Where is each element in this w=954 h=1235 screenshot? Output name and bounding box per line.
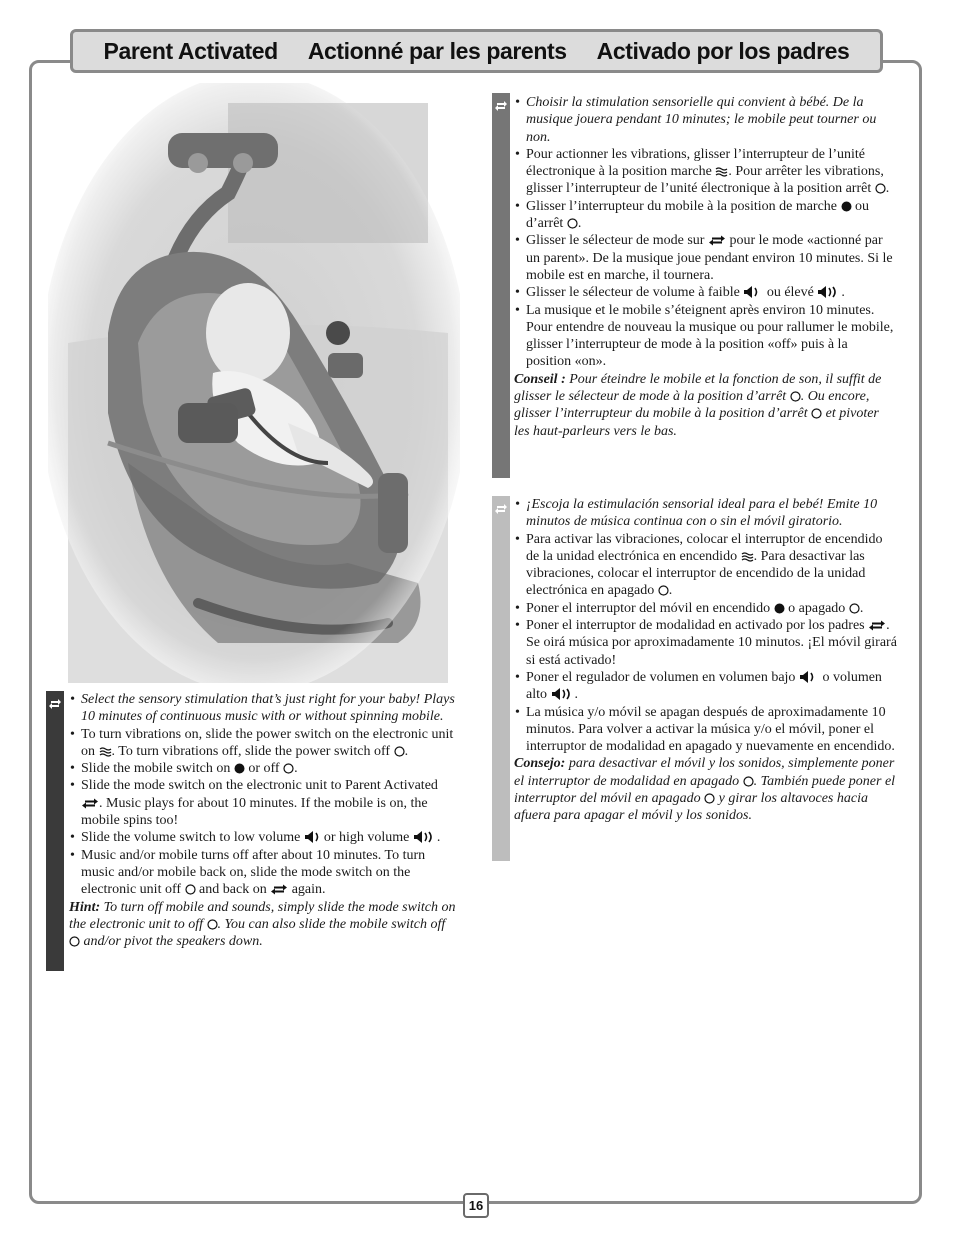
parent-activated-loop-icon bbox=[48, 699, 62, 709]
hint-text-b: . You can also slide the mobile switch off bbox=[217, 916, 446, 932]
hint-text-a: para desactivar el móvil y los sonidos, simplemente poner el interruptor de modalidad en apagado bbox=[514, 756, 895, 789]
open-circle-off-icon bbox=[849, 603, 860, 614]
french-bullet-1: Choisir la stimulation sensorielle qui convient à bébé. De la musique jouera pendant 10 minutes; le mobile peut tourner ou non. bbox=[526, 95, 877, 145]
high-volume-icon bbox=[413, 831, 437, 843]
list-item bbox=[69, 829, 457, 846]
open-circle-off-icon bbox=[394, 746, 405, 757]
spanish-sidebar bbox=[492, 496, 510, 861]
english-bullet-6a: Music and/or mobile turns off after about 10 minutes. To turn music and/or mobile back on, slide the mode switch on the electronic unit off bbox=[81, 847, 426, 898]
english-bullet-5b: or high volume bbox=[323, 830, 410, 846]
filled-circle-on-icon bbox=[774, 603, 785, 614]
filled-circle-on-icon bbox=[234, 763, 245, 774]
french-text bbox=[514, 94, 896, 440]
english-sidebar bbox=[46, 691, 64, 971]
spanish-bullet-2c: . bbox=[668, 583, 673, 599]
spanish-text bbox=[514, 496, 898, 825]
low-volume-icon bbox=[304, 831, 324, 843]
spanish-bullet-3a: Poner el interruptor del móvil en encendido bbox=[526, 600, 771, 616]
list-item bbox=[514, 600, 898, 617]
parent-activated-loop-icon bbox=[868, 620, 886, 631]
list-item bbox=[514, 284, 896, 301]
parent-activated-loop-icon bbox=[494, 504, 508, 514]
vibration-wave-icon bbox=[99, 747, 112, 757]
list-item bbox=[69, 847, 457, 899]
english-text bbox=[69, 691, 457, 950]
page-number: 16 bbox=[463, 1193, 489, 1218]
list-item bbox=[514, 198, 896, 233]
open-circle-off-icon bbox=[811, 408, 822, 419]
title-bar bbox=[70, 29, 883, 73]
low-volume-icon bbox=[743, 286, 763, 298]
english-bullet-6c: again. bbox=[291, 882, 326, 898]
list-item bbox=[514, 617, 898, 669]
list-item bbox=[514, 704, 898, 756]
title-english: Parent Activated bbox=[103, 37, 278, 64]
french-sidebar bbox=[492, 93, 510, 478]
open-circle-off-icon bbox=[185, 884, 196, 895]
spanish-bullet-5a: Poner el regulador de volumen en volumen bajo bbox=[526, 669, 796, 685]
vibration-wave-icon bbox=[741, 552, 754, 562]
hint-text-a: To turn off mobile and sounds, simply slide the mode switch on the electronic unit to off bbox=[69, 899, 456, 932]
title-spanish: Activado por los padres bbox=[596, 37, 850, 64]
french-bullet-6: La musique et le mobile s’éteignent après environ 10 minutes. Pour entendre de nouveau la musique ou pour rallumer le mobile, glisser l’interrupteur de mode à la position «off» puis à la position «on». bbox=[526, 302, 894, 370]
open-circle-off-icon bbox=[704, 793, 715, 804]
hint-text-c: and/or pivot the speakers down. bbox=[83, 934, 263, 950]
french-bullet-2c: . bbox=[885, 181, 890, 197]
english-bullet-2c: . bbox=[404, 743, 409, 759]
spanish-bullet-1: ¡Escoja la estimulación sensorial ideal para el bebé! Emite 10 minutos de música continua con o sin el móvil giratorio. bbox=[526, 497, 878, 530]
french-bullet-3a: Glisser l’interrupteur du mobile à la position de marche bbox=[526, 198, 838, 214]
parent-activated-loop-icon bbox=[270, 884, 288, 895]
open-circle-off-icon bbox=[743, 776, 754, 787]
spanish-bullet-3c: . bbox=[859, 600, 864, 616]
french-bullet-5b: ou élevé bbox=[766, 285, 814, 301]
open-circle-off-icon bbox=[875, 183, 886, 194]
open-circle-off-icon bbox=[790, 391, 801, 402]
parent-activated-loop-icon bbox=[81, 798, 99, 809]
hint-text-c: et pivoter les haut-parleurs vers le bas. bbox=[514, 406, 879, 439]
english-bullet-5a: Slide the volume switch to low volume bbox=[81, 830, 301, 846]
french-bullet-3c: . bbox=[577, 216, 582, 232]
hint-label: Consejo: bbox=[514, 756, 566, 772]
english-bullet-3a: Slide the mobile switch on bbox=[81, 761, 231, 777]
french-bullet-4a: Glisser le sélecteur de mode sur bbox=[526, 233, 705, 249]
spanish-bullet-4b: . Se oirá música por aproximadamente 10 minutos. ¡El móvil girará si está activado! bbox=[526, 618, 897, 668]
spanish-bullet-2b: . Para desactivar las vibraciones, colocar el interruptor de encendido de la unidad electrónica en apagado bbox=[526, 548, 866, 599]
list-item bbox=[514, 232, 896, 284]
list-item bbox=[69, 760, 457, 777]
list-item bbox=[514, 669, 898, 704]
english-hint bbox=[69, 899, 457, 951]
list-item bbox=[514, 496, 898, 531]
french-bullet-5c: . bbox=[841, 285, 845, 301]
spanish-bullet-4a: Poner el interruptor de modalidad en activado por los padres bbox=[526, 618, 865, 634]
hint-text-b: . También puede poner el interruptor del móvil en apagado bbox=[514, 773, 896, 807]
french-bullet-2a: Pour actionner les vibrations, glisser l’interrupteur de l’unité électronique à la position marche bbox=[526, 146, 866, 180]
bouncer-photo bbox=[48, 83, 460, 683]
french-bullet-3b: ou d’arrêt bbox=[526, 198, 870, 232]
spanish-bullet-5c: . bbox=[574, 687, 578, 703]
hint-label: Conseil : bbox=[514, 371, 566, 387]
english-bullet-5c: . bbox=[436, 830, 441, 846]
open-circle-off-icon bbox=[567, 218, 578, 229]
hint-label: Hint: bbox=[69, 899, 101, 915]
open-circle-off-icon bbox=[283, 763, 294, 774]
list-item bbox=[69, 726, 457, 761]
spanish-bullet-2a: Para activar las vibraciones, colocar el interruptor de encendido de la unidad electrónica en encendido bbox=[526, 531, 883, 564]
list-item bbox=[514, 94, 896, 146]
english-bullet-4a: Slide the mode switch on the electronic unit to Parent Activated bbox=[81, 778, 438, 794]
filled-circle-on-icon bbox=[841, 201, 852, 212]
vibration-wave-icon bbox=[715, 167, 728, 177]
hint-text-a: Pour éteindre le mobile et la fonction de son, il suffit de glisser le sélecteur de mode à la position d’arrêt bbox=[514, 371, 882, 405]
french-bullet-2b: . Pour arrêter les vibrations, glisser l’interrupteur de l’unité électronique à la position arrêt bbox=[526, 164, 884, 197]
list-item bbox=[514, 146, 896, 198]
english-bullet-6b: and back on bbox=[199, 882, 267, 898]
list-item bbox=[514, 531, 898, 600]
list-item bbox=[69, 691, 457, 726]
list-item bbox=[69, 777, 457, 829]
french-bullet-4b: pour le mode «actionné par un parent». De la musique joue pendant environ 10 minutes. Si le mobile est en marche, il tournera. bbox=[526, 233, 893, 283]
english-bullet-3b: or off bbox=[248, 761, 280, 777]
title-french: Actionné par les parents bbox=[307, 37, 567, 64]
parent-activated-loop-icon bbox=[708, 235, 726, 246]
spanish-hint bbox=[514, 755, 898, 824]
high-volume-icon bbox=[551, 688, 575, 700]
english-bullet-2a: To turn vibrations on, slide the power switch on the electronic unit on bbox=[81, 726, 454, 759]
parent-activated-loop-icon bbox=[494, 101, 508, 111]
spanish-bullet-5b: o volumen alto bbox=[526, 669, 882, 703]
english-bullet-1: Select the sensory stimulation that’s just right for your baby! Plays 10 minutes of continuous music with or without spinning mobile. bbox=[81, 692, 455, 725]
low-volume-icon bbox=[799, 671, 819, 683]
open-circle-off-icon bbox=[207, 919, 218, 930]
high-volume-icon bbox=[817, 286, 841, 298]
english-bullet-4b: . Music plays for about 10 minutes. If the mobile is on, the mobile spins too! bbox=[81, 795, 428, 829]
open-circle-off-icon bbox=[69, 936, 80, 947]
open-circle-off-icon bbox=[658, 585, 669, 596]
french-hint bbox=[514, 371, 896, 440]
list-item bbox=[514, 302, 896, 371]
french-bullet-5a: Glisser le sélecteur de volume à faible bbox=[526, 285, 740, 301]
english-bullet-3c: . bbox=[294, 761, 298, 777]
spanish-bullet-6: La música y/o móvil se apagan después de aproximadamente 10 minutos. Para volver a activar la música y/o el móvil, poner el interruptor de modalidad en apagado y nuevamente en encendido. bbox=[526, 704, 895, 755]
hint-text-b: . Ou encore, glisser l’interrupteur du mobile à la position d’arrêt bbox=[514, 389, 870, 422]
spanish-bullet-3b: o apagado bbox=[788, 600, 846, 616]
english-bullet-2b: . To turn vibrations off, slide the power switch off bbox=[111, 743, 391, 759]
hint-text-c: y girar los altavoces hacia afuera para apagar el móvil y los sonidos. bbox=[514, 791, 868, 824]
